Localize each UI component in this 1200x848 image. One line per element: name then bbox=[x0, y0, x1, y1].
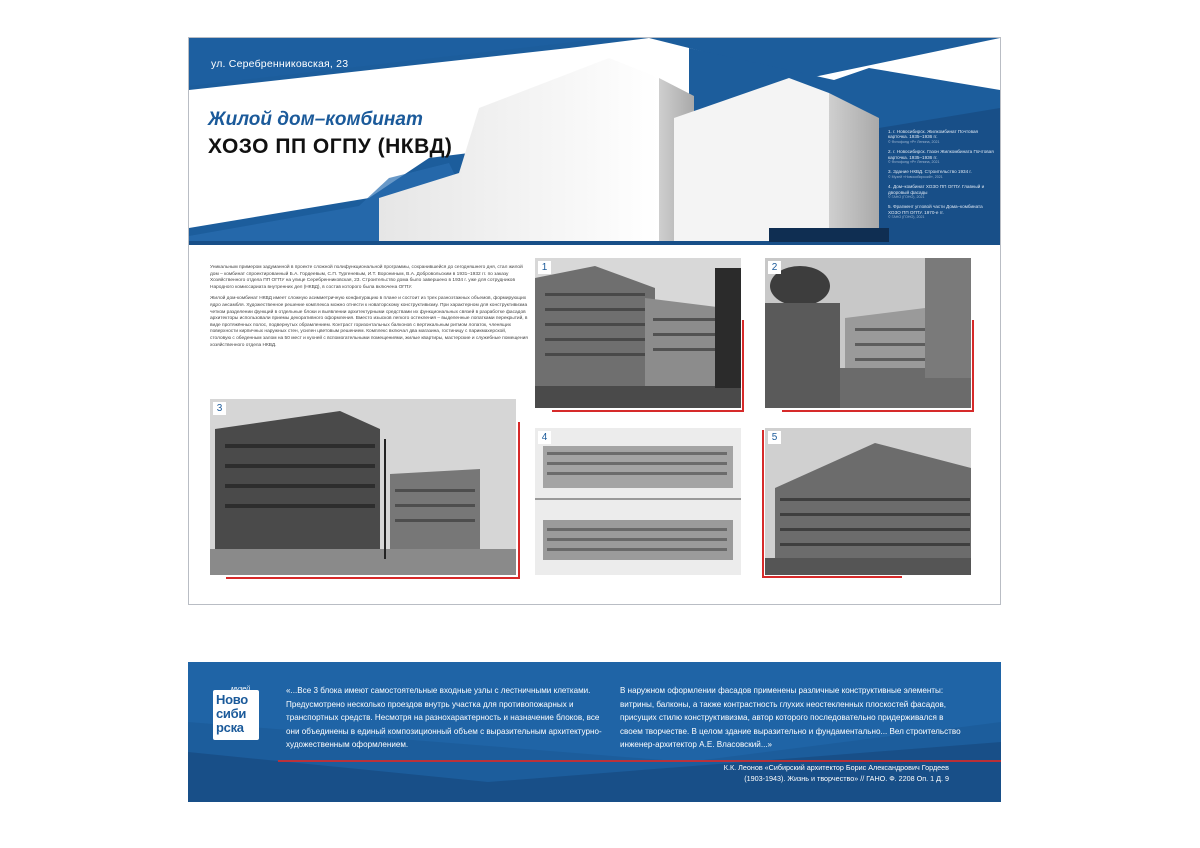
photo-1-image bbox=[535, 258, 741, 408]
photo-number: 3 bbox=[213, 402, 226, 415]
accent-line bbox=[972, 320, 974, 412]
quote-right: В наружном оформлении фасадов применены различные конструктивные элементы: витрины, балконы, а также контрастность глухих неостекленных плоскостей фасадов, присущих стилю конструктивизма, автор которого последовательно придерживался в своем творчестве. В целом здание выразительно и фундаментально... Вел строительство инженер-архитектор А.Е. Власовский...» bbox=[620, 686, 961, 750]
logo-line-1: Ново bbox=[216, 692, 248, 707]
museum-logo bbox=[213, 686, 261, 744]
quote-left: «...Все 3 блока имеют самостоятельные входные узлы с лестничными клетками. Предусмотрено несколько проездов внутрь участка для противопожарных и транспортных средств. Несмотря на разнохарактерность и назначение блоков, все они объединены в единый композиционный объем с выразительным архитектурно-художественным оформлением. bbox=[286, 686, 602, 750]
photo-number: 1 bbox=[538, 261, 551, 274]
caption-2: 2. г. Новосибирск. Газон Жилкомбината Почтовая карточка. 1935–1936 гг. © Фотофонд «Р» Ленина, 2021 bbox=[888, 149, 994, 165]
page-title-line2: ХОЗО ПП ОГПУ (НКВД) bbox=[208, 135, 453, 158]
caption-4: 4. Дом–комбинат ХОЗО ПП ОГПУ. Главный и дворовый фасады © ГАНО (ГОНО), 2021 bbox=[888, 184, 985, 200]
photo-4-image bbox=[535, 428, 741, 575]
page-title-line1: Жилой дом–комбинат bbox=[208, 109, 423, 130]
photo-3-image bbox=[210, 399, 516, 575]
accent-line bbox=[226, 577, 520, 579]
accent-line bbox=[762, 576, 902, 578]
caption-3: 3. Здание НКВД. Строительство 1934 г. © Музей «Новосибирский», 2021 bbox=[888, 169, 972, 179]
photo-number: 4 bbox=[538, 431, 551, 444]
photo-number: 2 bbox=[768, 261, 781, 274]
logo-line-2: сиби bbox=[216, 706, 247, 721]
photo-number: 5 bbox=[768, 431, 781, 444]
caption-5: 5. Фрагмент угловой части Дома–комбината ХОЗО ПП ОГПУ. 1970-е гг. © ГАНО (ГОНО), 2021 bbox=[888, 204, 983, 220]
quote-source-line: К.К. Леонов «Сибирский архитектор Борис Александрович Гордеев bbox=[723, 763, 949, 772]
accent-line bbox=[742, 320, 744, 412]
photo-2-image bbox=[765, 258, 971, 408]
quote-source-line: (1903-1943). Жизнь и творчество» // ГАНО. Ф. 2208 Оп. 1 Д. 9 bbox=[744, 773, 949, 783]
accent-line bbox=[518, 422, 520, 579]
quote-source bbox=[649, 763, 949, 784]
photo-captions bbox=[888, 129, 996, 225]
photo-5-image bbox=[765, 428, 971, 575]
accent-line bbox=[552, 410, 744, 412]
accent-line bbox=[762, 430, 764, 578]
article-paragraph: Жилой дом-комбинат НКВД имеет сложную асимметричную конфигурацию в плане и состоит из трех разноэтажных объемов, формирующих ядро ансамбля. Художественное решение комплекса можно отнести к новаторскому конструктивизму. При характерном для конструктивизма четком разделении функций в отдельные блоки и выявлении архитектурными средствами их функциональных связей в разработке фасадов архитекторы использовали приемы декоративного оформления. Вместо изысков легкого остекления – выделенные лопатками перекрытий, в виде протяжённых полос, подвернутых обрамлением. Контраст горизонтальных балконов с вертикальным ритмом лопаток, членящих поверхности кирпичных наружных стен, усилен цветовым решением. Комплекс включал два магазина, гостиницу с парикмахерской, столовую с обеденным залом на 50 мест и кухней с вспомогательными помещениями, жилые квартиры, мастерские и служебные помещения хозяйственного отдела НКВД. bbox=[210, 296, 528, 348]
exhibition-board bbox=[188, 37, 1001, 605]
quote-band bbox=[188, 662, 1001, 802]
street-address: ул. Серебренниковская, 23 bbox=[211, 58, 349, 70]
header-banner bbox=[189, 38, 1000, 245]
logo-museum-word: музей bbox=[231, 686, 251, 693]
accent-line bbox=[782, 410, 974, 412]
article-text bbox=[210, 265, 528, 354]
caption-1: 1. г. Новосибирск. Жилкомбинат Почтовая карточка. 1935–1936 гг. © Фотофонд «Р» Ленина, 2021 bbox=[888, 129, 979, 144]
article-paragraph: Уникальным примером задуманной в проекте сложной полифункциональной программы, сохранившейся до сегодняшнего дня, стал жилой дом – комбинат спроектированный Б.А. Гордеевым, С.П. Тургеневым, И.Т. Ворониным, В.А. Добровольским в 1931–1932 гг. по заказу Хозяйственного отдела ПП ОГПУ на улице Серебренниковская, 23. Строительство дома было завершено в 1934 г. уже для сотрудников Народного комиссариата внутренних дел (НКВД), в состав которого была включена ОГПУ. bbox=[210, 265, 523, 290]
logo-line-3: рска bbox=[216, 720, 244, 735]
